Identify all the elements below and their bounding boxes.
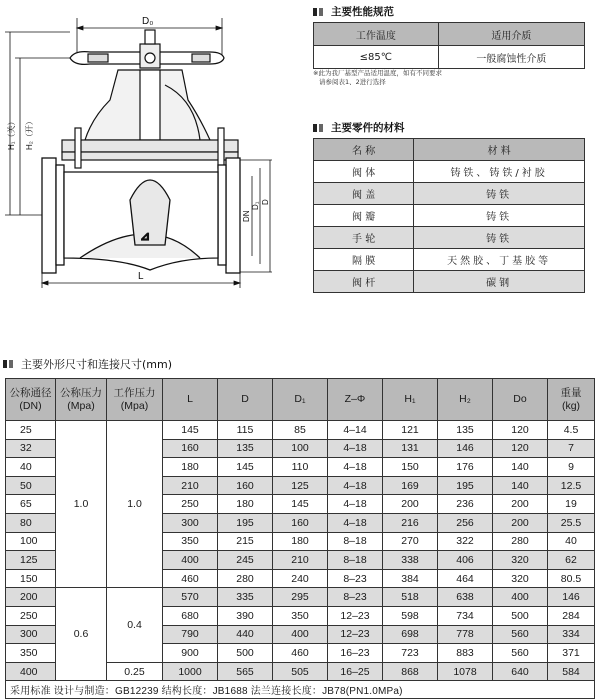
cell-working-pressure: 0.25 (107, 662, 163, 681)
part-name: 阀 瓣 (314, 205, 414, 227)
table-cell: 4–14 (328, 421, 383, 440)
cell-dn: 40 (6, 458, 56, 477)
table-row (314, 161, 585, 183)
table-cell: 240 (273, 569, 328, 588)
table-cell: 145 (273, 495, 328, 514)
table-cell: 200 (493, 513, 548, 532)
table-header: 工作压力 (Mpa) (107, 379, 163, 421)
table-cell: 4–18 (328, 513, 383, 532)
table-cell: 146 (548, 588, 595, 607)
cell-dn: 350 (6, 644, 56, 663)
table-cell: 176 (438, 458, 493, 477)
table-cell: 140 (493, 476, 548, 495)
table-cell: 270 (383, 532, 438, 551)
table-cell: 160 (218, 476, 273, 495)
table-header: 工作温度 (314, 23, 439, 46)
parts-table (313, 138, 585, 293)
table-footer (6, 681, 595, 699)
table-row (314, 205, 585, 227)
table-header: 重量 (kg) (548, 379, 595, 421)
table-cell: 121 (383, 421, 438, 440)
part-name: 手 轮 (314, 227, 414, 249)
table-cell: 180 (218, 495, 273, 514)
table-cell: 150 (383, 458, 438, 477)
performance-note: ※此为我厂基型产品适用温度，如有不同要求 请参阅表1、2进行选择 (313, 69, 442, 86)
section-marker-icon (313, 7, 327, 17)
cell-dn: 50 (6, 476, 56, 495)
table-cell: 790 (163, 625, 218, 644)
table-cell: 584 (548, 662, 595, 681)
table-cell: 883 (438, 644, 493, 663)
label-d: D (261, 199, 270, 205)
table-cell: 115 (218, 421, 273, 440)
cell-dn: 200 (6, 588, 56, 607)
table-cell: 640 (493, 662, 548, 681)
table-cell: 598 (383, 606, 438, 625)
table-cell: 195 (218, 513, 273, 532)
table-header: H₁ (383, 379, 438, 421)
table-cell: 680 (163, 606, 218, 625)
table-cell: 464 (438, 569, 493, 588)
table-row (314, 249, 585, 271)
handwheel (70, 30, 224, 68)
table-row (6, 421, 595, 440)
table-cell: 180 (273, 532, 328, 551)
table-cell: 280 (218, 569, 273, 588)
table-cell: 371 (548, 644, 595, 663)
table-header: 适用介质 (438, 23, 584, 46)
table-cell: 250 (163, 495, 218, 514)
table-cell: 12–23 (328, 625, 383, 644)
table-cell: 338 (383, 551, 438, 570)
table-row (314, 227, 585, 249)
cell-nominal-pressure: 0.6 (56, 588, 107, 681)
cell-dn: 80 (6, 513, 56, 532)
table-cell: 560 (493, 625, 548, 644)
table-cell: 25.5 (548, 513, 595, 532)
table-cell: 400 (163, 551, 218, 570)
label-do: D₀ (142, 16, 154, 27)
table-cell: 460 (273, 644, 328, 663)
table-cell: 4.5 (548, 421, 595, 440)
table-row (314, 271, 585, 293)
table-cell: 320 (493, 569, 548, 588)
label-dn: DN (242, 210, 251, 222)
table-cell: 210 (273, 551, 328, 570)
logo-mark: ⊿ (140, 229, 151, 243)
cell-dn: 250 (6, 606, 56, 625)
table-cell: 400 (273, 625, 328, 644)
table-cell: 200 (493, 495, 548, 514)
cell-dn: 150 (6, 569, 56, 588)
table-row: ≤85℃ 一般腐蚀性介质 (314, 46, 585, 69)
table-cell: 8–23 (328, 569, 383, 588)
table-cell: 85 (273, 421, 328, 440)
table-header: L (163, 379, 218, 421)
table-cell: 12.5 (548, 476, 595, 495)
part-name: 阀 杆 (314, 271, 414, 293)
table-cell: 4–18 (328, 439, 383, 458)
parts-title: 主要零件的材料 (313, 120, 405, 135)
table-header: Z–Φ (328, 379, 383, 421)
table-cell: 350 (163, 532, 218, 551)
table-cell: 284 (548, 606, 595, 625)
bonnet (85, 70, 210, 140)
table-cell: 80.5 (548, 569, 595, 588)
label-h2: H₂（开） (25, 117, 34, 150)
footer-standards: 采用标准 设计与制造：GB12239 结构长度：JB1688 法兰连接长度：JB78(PN1.0MPa) (6, 681, 595, 699)
table-cell: 40 (548, 532, 595, 551)
table-cell: 335 (218, 588, 273, 607)
table-cell: 723 (383, 644, 438, 663)
table-cell: 16–25 (328, 662, 383, 681)
table-cell: 145 (218, 458, 273, 477)
table-cell: 145 (163, 421, 218, 440)
part-material: 铸铁 (414, 205, 585, 227)
table-cell: 125 (273, 476, 328, 495)
table-cell: 460 (163, 569, 218, 588)
valve-drawing (0, 0, 300, 300)
table-header: D (218, 379, 273, 421)
table-cell: 322 (438, 532, 493, 551)
dimensions-table (5, 378, 595, 699)
cell-working-pressure: 0.4 (107, 588, 163, 662)
part-material: 铸铁 (414, 183, 585, 205)
table-cell: 350 (273, 606, 328, 625)
table-cell: 9 (548, 458, 595, 477)
table-header: H₂ (438, 379, 493, 421)
cell-dn: 25 (6, 421, 56, 440)
label-d1: D₁ (251, 201, 260, 210)
table-cell: 1078 (438, 662, 493, 681)
table-cell: 406 (438, 551, 493, 570)
table-cell: 120 (493, 439, 548, 458)
part-name: 阀 盖 (314, 183, 414, 205)
part-name: 阀 体 (314, 161, 414, 183)
table-cell: 518 (383, 588, 438, 607)
table-cell: 110 (273, 458, 328, 477)
part-material: 铸铁 (414, 227, 585, 249)
table-cell: 334 (548, 625, 595, 644)
valve-body (42, 158, 240, 273)
cell-dn: 125 (6, 551, 56, 570)
table-cell: 8–18 (328, 532, 383, 551)
table-cell: 195 (438, 476, 493, 495)
table-cell: 4–18 (328, 476, 383, 495)
table-cell: 4–18 (328, 495, 383, 514)
table-cell: 560 (493, 644, 548, 663)
dimensions-title: 主要外形尺寸和连接尺寸(mm) (3, 356, 172, 372)
table-cell: 400 (493, 588, 548, 607)
table-cell: 140 (493, 458, 548, 477)
cell-nominal-pressure: 1.0 (56, 421, 107, 588)
table-cell: 12–23 (328, 606, 383, 625)
table-cell: 7 (548, 439, 595, 458)
table-cell: 900 (163, 644, 218, 663)
part-material: 天然胶、丁基胶等 (414, 249, 585, 271)
label-h1: H₁（关） (7, 117, 16, 150)
table-cell: 135 (218, 439, 273, 458)
part-name: 隔 膜 (314, 249, 414, 271)
table-cell: 236 (438, 495, 493, 514)
table-cell: 210 (163, 476, 218, 495)
table-row (6, 588, 595, 607)
part-material: 铸铁、铸铁/衬胶 (414, 161, 585, 183)
table-cell: 280 (493, 532, 548, 551)
table-cell: 216 (383, 513, 438, 532)
table-header: Do (493, 379, 548, 421)
table-cell: 131 (383, 439, 438, 458)
table-cell: 245 (218, 551, 273, 570)
table-cell: 120 (493, 421, 548, 440)
table-cell: 734 (438, 606, 493, 625)
table-cell: 295 (273, 588, 328, 607)
table-header: 公称通径 (DN) (6, 379, 56, 421)
table-cell: 8–23 (328, 588, 383, 607)
table-cell: 8–18 (328, 551, 383, 570)
cell-dn: 400 (6, 662, 56, 681)
table-header: D₁ (273, 379, 328, 421)
table-cell: 570 (163, 588, 218, 607)
table-header: 公称压力 (Mpa) (56, 379, 107, 421)
cell-dn: 300 (6, 625, 56, 644)
table-cell: 390 (218, 606, 273, 625)
table-cell: 16–23 (328, 644, 383, 663)
table-header: 名 称 (314, 139, 414, 161)
table-cell: 4–18 (328, 458, 383, 477)
table-cell: 505 (273, 662, 328, 681)
table-cell: 778 (438, 625, 493, 644)
table-cell: 868 (383, 662, 438, 681)
cell-dn: 65 (6, 495, 56, 514)
cell-working-pressure: 1.0 (107, 421, 163, 588)
cell-dn: 100 (6, 532, 56, 551)
table-cell: 698 (383, 625, 438, 644)
section-marker-icon (3, 359, 17, 369)
table-cell: 146 (438, 439, 493, 458)
performance-title: 主要性能规范 (313, 4, 394, 19)
table-cell: 500 (493, 606, 548, 625)
table-cell: 19 (548, 495, 595, 514)
table-cell: 500 (218, 644, 273, 663)
table-row (314, 183, 585, 205)
label-l: L (138, 271, 144, 282)
table-cell: 1000 (163, 662, 218, 681)
table-header: 材 料 (414, 139, 585, 161)
table-cell: 180 (163, 458, 218, 477)
table-cell: 440 (218, 625, 273, 644)
table-cell: 300 (163, 513, 218, 532)
table-cell: 256 (438, 513, 493, 532)
table-cell: 320 (493, 551, 548, 570)
table-cell: 160 (273, 513, 328, 532)
table-cell: 160 (163, 439, 218, 458)
table-cell: 384 (383, 569, 438, 588)
table-cell: 200 (383, 495, 438, 514)
table-cell: 100 (273, 439, 328, 458)
table-cell: 62 (548, 551, 595, 570)
table-cell: 135 (438, 421, 493, 440)
cell-dn: 32 (6, 439, 56, 458)
table-cell: 169 (383, 476, 438, 495)
table-cell: 638 (438, 588, 493, 607)
part-material: 碳钢 (414, 271, 585, 293)
table-cell: 215 (218, 532, 273, 551)
table-cell: 565 (218, 662, 273, 681)
section-marker-icon (313, 123, 327, 133)
performance-table (313, 22, 585, 69)
